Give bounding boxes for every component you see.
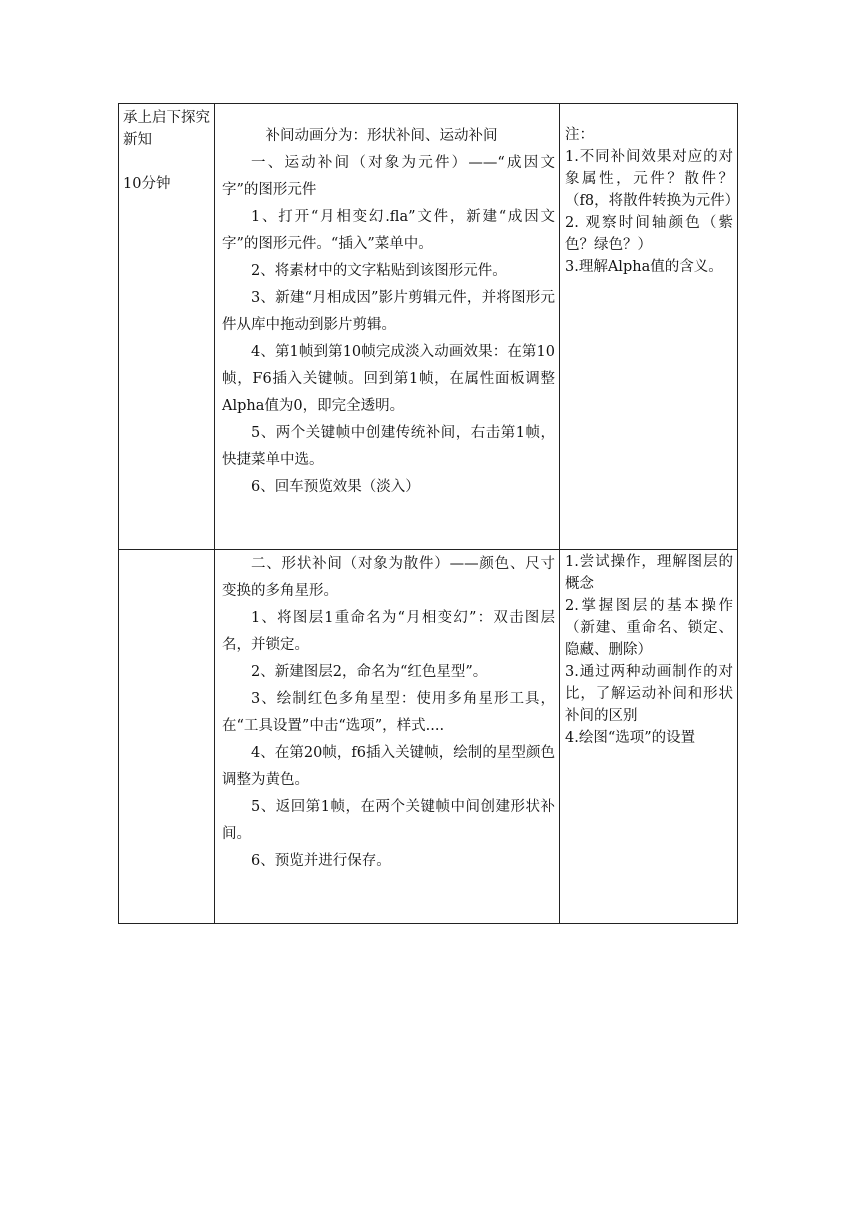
note-item: 2. 观察时间轴颜色（紫色？绿色？） [565, 215, 733, 253]
step-paragraph: 5、返回第1帧，在两个关键帧中间创建形状补间。 [222, 799, 555, 842]
step-paragraph: 3、新建“月相成因”影片剪辑元件，并将图形元件从库中拖动到影片剪辑。 [222, 290, 555, 333]
step-paragraph: 4、第1帧到第10帧完成淡入动画效果：在第10帧，F6插入关键帧。回到第1帧，在属性面板调整Alpha值为0，即完全透明。 [222, 344, 555, 414]
step-paragraph: 3、绘制红色多角星型：使用多角星形工具，在“工具设置”中击“选项”，样式.... [222, 691, 555, 734]
note-item: 3.理解Alpha值的含义。 [565, 259, 723, 275]
step-paragraph: 6、预览并进行保存。 [251, 853, 391, 869]
step-paragraph: 2、将素材中的文字粘贴到该图形元件。 [251, 263, 507, 279]
steps-cell [215, 550, 560, 924]
steps-cell [215, 104, 560, 550]
step-paragraph: 6、回车预览效果（淡入） [251, 479, 420, 495]
step-paragraph: 5、两个关键帧中创建传统补间，右击第1帧，快捷菜单中选。 [222, 425, 555, 468]
phase-title: 承上启下探究新知 [123, 110, 210, 148]
lesson-plan-table [118, 103, 738, 924]
step-paragraph: 一、运动补间（对象为元件）——“成因文字”的图形元件 [222, 155, 555, 198]
note-item: 4.绘图“选项”的设置 [565, 730, 696, 746]
phase-duration: 10分钟 [123, 176, 171, 192]
step-paragraph: 1、打开“月相变幻.fla”文件，新建“成因文字”的图形元件。“插入”菜单中。 [222, 209, 555, 252]
step-paragraph: 4、在第20帧，f6插入关键帧，绘制的星型颜色调整为黄色。 [222, 745, 555, 788]
notes-cell [560, 104, 738, 550]
note-item: 2.掌握图层的基本操作（新建、重命名、锁定、隐藏、删除） [565, 598, 733, 658]
note-item: 1.尝试操作，理解图层的概念 [565, 554, 733, 592]
phase-cell [119, 104, 215, 550]
note-item: 3.通过两种动画制作的对比，了解运动补间和形状补间的区别 [565, 664, 733, 724]
note-item: 注： [565, 127, 594, 143]
step-paragraph: 2、新建图层2，命名为“红色星型”。 [251, 664, 488, 680]
note-item: 1.不同补间效果对应的对象属性，元件？散件？（f8，将散件转换为元件） [565, 149, 740, 209]
step-paragraph: 1、将图层1重命名为“月相变幻”：双击图层名，并锁定。 [222, 610, 555, 653]
step-paragraph: 二、形状补间（对象为散件）——颜色、尺寸变换的多角星形。 [222, 556, 555, 599]
table-row [119, 550, 738, 924]
step-paragraph: 补间动画分为：形状补间、运动补间 [265, 128, 498, 144]
notes-cell [560, 550, 738, 924]
table-row [119, 104, 738, 550]
phase-cell-empty [119, 550, 215, 924]
